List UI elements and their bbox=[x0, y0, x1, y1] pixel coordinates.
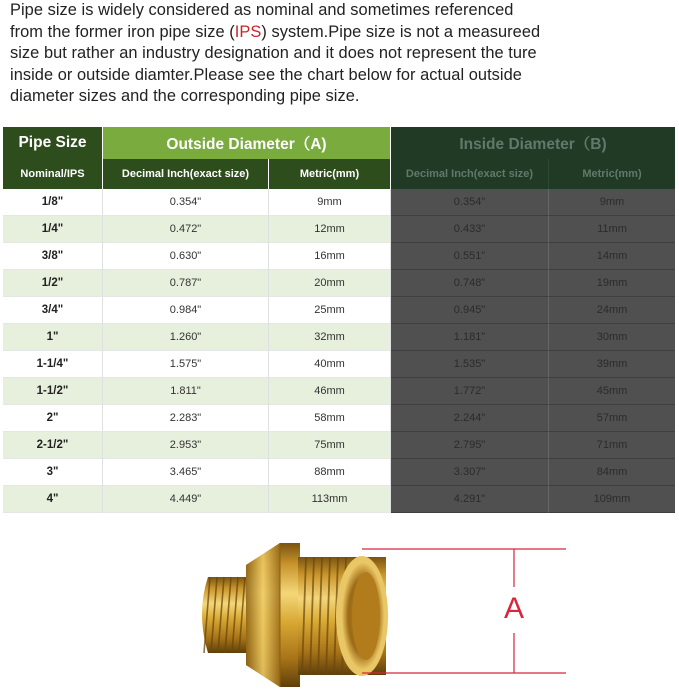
id-decimal-cell: 2.795" bbox=[391, 432, 549, 459]
id-metric-cell: 45mm bbox=[549, 378, 675, 405]
id-metric-cell: 19mm bbox=[549, 270, 675, 297]
header-outside-diameter: Outside Diameter（A) bbox=[103, 127, 391, 159]
table-row bbox=[3, 216, 675, 243]
header-inside-diameter: Inside Diameter（B) bbox=[391, 127, 675, 159]
od-metric-cell: 58mm bbox=[269, 405, 391, 432]
od-metric-cell: 9mm bbox=[269, 189, 391, 216]
subheader-id-decimal: Decimal Inch(exact size) bbox=[391, 159, 549, 189]
id-decimal-cell: 0.551" bbox=[391, 243, 549, 270]
subheader-od-decimal: Decimal Inch(exact size) bbox=[103, 159, 269, 189]
od-metric-cell: 20mm bbox=[269, 270, 391, 297]
pipe-size-cell: 1/4" bbox=[3, 216, 103, 243]
id-decimal-cell: 0.748" bbox=[391, 270, 549, 297]
pipe-size-cell: 2" bbox=[3, 405, 103, 432]
table-subheader-row bbox=[3, 159, 675, 189]
od-metric-cell: 46mm bbox=[269, 378, 391, 405]
od-decimal-cell: 0.354" bbox=[103, 189, 269, 216]
od-metric-cell: 75mm bbox=[269, 432, 391, 459]
od-decimal-cell: 2.283" bbox=[103, 405, 269, 432]
intro-line bbox=[10, 22, 675, 44]
od-metric-cell: 32mm bbox=[269, 324, 391, 351]
od-decimal-cell: 2.953" bbox=[103, 432, 269, 459]
od-decimal-cell: 0.472" bbox=[103, 216, 269, 243]
header-pipe-size: Pipe Size bbox=[3, 127, 103, 159]
id-metric-cell: 39mm bbox=[549, 351, 675, 378]
intro-line: diameter sizes and the corresponding pipe size. bbox=[10, 87, 360, 106]
od-metric-cell: 88mm bbox=[269, 459, 391, 486]
brass-fitting-illustration bbox=[190, 535, 590, 692]
table-row bbox=[3, 297, 675, 324]
id-decimal-cell: 0.945" bbox=[391, 297, 549, 324]
intro-line: Pipe size is widely considered as nominal and sometimes referenced bbox=[10, 1, 514, 19]
intro-text: from the former iron pipe size ( bbox=[10, 22, 235, 41]
table-row bbox=[3, 459, 675, 486]
id-decimal-cell: 4.291" bbox=[391, 486, 549, 513]
intro-line: size but rather an industry designation and it does not represent the ture bbox=[10, 44, 537, 63]
subheader-nominal: Nominal/IPS bbox=[3, 159, 103, 189]
id-decimal-cell: 0.433" bbox=[391, 216, 549, 243]
dimension-label-a: A bbox=[503, 592, 525, 625]
od-decimal-cell: 0.787" bbox=[103, 270, 269, 297]
od-metric-cell: 40mm bbox=[269, 351, 391, 378]
id-metric-cell: 57mm bbox=[549, 405, 675, 432]
table-header-row bbox=[3, 127, 675, 159]
id-decimal-cell: 0.354" bbox=[391, 189, 549, 216]
subheader-id-metric: Metric(mm) bbox=[549, 159, 675, 189]
pipe-size-cell: 1-1/4" bbox=[3, 351, 103, 378]
id-metric-cell: 109mm bbox=[549, 486, 675, 513]
id-decimal-cell: 1.535" bbox=[391, 351, 549, 378]
od-decimal-cell: 3.465" bbox=[103, 459, 269, 486]
intro-paragraph bbox=[10, 0, 675, 108]
table-row bbox=[3, 405, 675, 432]
table-row bbox=[3, 189, 675, 216]
id-metric-cell: 9mm bbox=[549, 189, 675, 216]
pipe-size-cell: 3/8" bbox=[3, 243, 103, 270]
od-decimal-cell: 1.260" bbox=[103, 324, 269, 351]
pipe-size-cell: 1-1/2" bbox=[3, 378, 103, 405]
pipe-size-cell: 1" bbox=[3, 324, 103, 351]
od-metric-cell: 16mm bbox=[269, 243, 391, 270]
table-body bbox=[3, 189, 675, 513]
pipe-size-cell: 2-1/2" bbox=[3, 432, 103, 459]
od-metric-cell: 113mm bbox=[269, 486, 391, 513]
table-row bbox=[3, 351, 675, 378]
id-metric-cell: 11mm bbox=[549, 216, 675, 243]
intro-text: ) system.Pipe size is not a measureed bbox=[261, 22, 541, 41]
subheader-od-metric: Metric(mm) bbox=[269, 159, 391, 189]
pipe-size-cell: 4" bbox=[3, 486, 103, 513]
table-row bbox=[3, 243, 675, 270]
pipe-size-table bbox=[3, 127, 675, 513]
table-row bbox=[3, 324, 675, 351]
pipe-size-cell: 1/8" bbox=[3, 189, 103, 216]
table-row bbox=[3, 486, 675, 513]
pipe-size-cell: 3" bbox=[3, 459, 103, 486]
id-metric-cell: 71mm bbox=[549, 432, 675, 459]
table-row bbox=[3, 378, 675, 405]
ips-highlight: IPS bbox=[234, 22, 262, 41]
od-metric-cell: 25mm bbox=[269, 297, 391, 324]
id-decimal-cell: 3.307" bbox=[391, 459, 549, 486]
id-metric-cell: 30mm bbox=[549, 324, 675, 351]
id-metric-cell: 14mm bbox=[549, 243, 675, 270]
od-decimal-cell: 1.811" bbox=[103, 378, 269, 405]
pipe-size-cell: 1/2" bbox=[3, 270, 103, 297]
id-decimal-cell: 1.181" bbox=[391, 324, 549, 351]
od-decimal-cell: 4.449" bbox=[103, 486, 269, 513]
intro-line: inside or outside diamter.Please see the chart below for actual outside bbox=[10, 65, 522, 84]
pipe-size-cell: 3/4" bbox=[3, 297, 103, 324]
id-metric-cell: 84mm bbox=[549, 459, 675, 486]
id-decimal-cell: 1.772" bbox=[391, 378, 549, 405]
id-decimal-cell: 2.244" bbox=[391, 405, 549, 432]
od-metric-cell: 12mm bbox=[269, 216, 391, 243]
od-decimal-cell: 0.984" bbox=[103, 297, 269, 324]
id-metric-cell: 24mm bbox=[549, 297, 675, 324]
od-decimal-cell: 0.630" bbox=[103, 243, 269, 270]
table-row bbox=[3, 432, 675, 459]
od-decimal-cell: 1.575" bbox=[103, 351, 269, 378]
table-row bbox=[3, 270, 675, 297]
